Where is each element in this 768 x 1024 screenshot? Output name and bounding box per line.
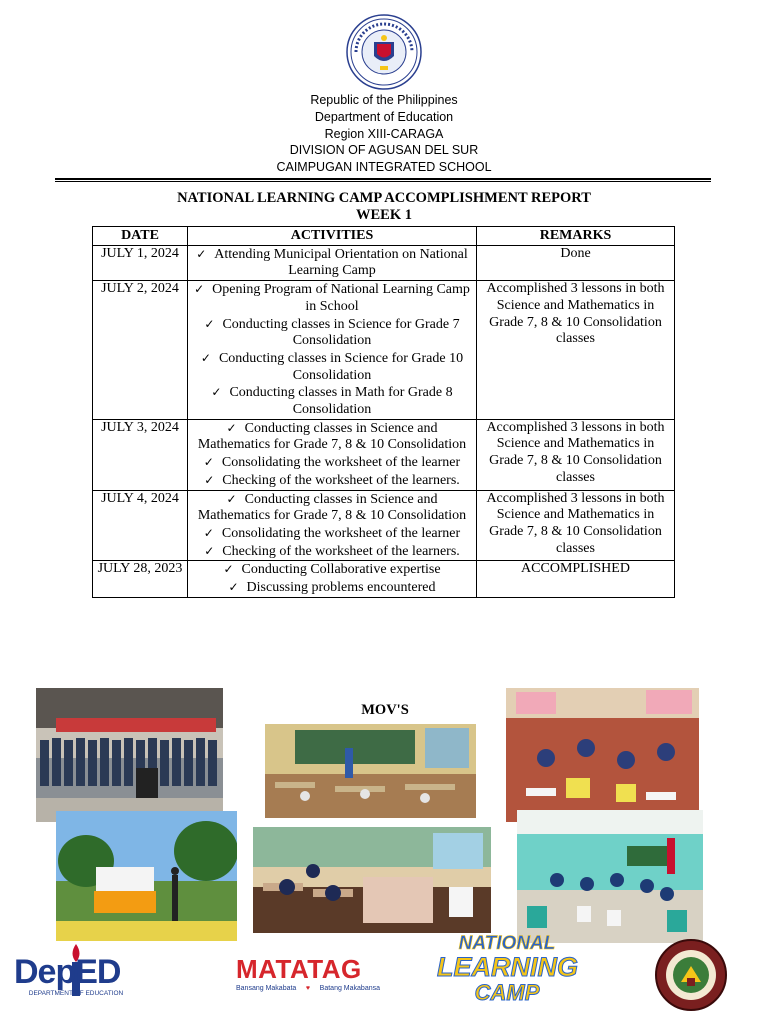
- national-learning-camp-logo: [437, 934, 577, 1010]
- table-header-row: [93, 227, 675, 246]
- letterhead: [234, 92, 534, 176]
- table-row: [93, 490, 675, 561]
- activity-text: Consolidating the worksheet of the learner: [221, 455, 461, 471]
- cell-remarks: Accomplished 3 lessons in both Science and Mathematics in Grade 7, 8 & 10 Consolidation classes: [477, 419, 675, 490]
- cell-remarks: Accomplished 3 lessons in both Science and Mathematics in Grade 7, 8 & 10 Consolidation classes: [477, 281, 675, 420]
- nlc-word-camp: CAMP: [474, 980, 540, 1005]
- deped-wordmark: DepED: [14, 953, 121, 991]
- activity-item: [190, 472, 474, 490]
- activity-list: [190, 561, 474, 596]
- activity-text: Conducting Collaborative expertise: [241, 562, 441, 578]
- table-row: [93, 245, 675, 280]
- activity-text: Conducting classes in Science and Mathematics for Grade 7, 8 & 10 Consolidation: [197, 420, 467, 453]
- matatag-tagline-right: Batang Makabansa: [319, 985, 380, 992]
- cell-activities: [188, 245, 477, 280]
- photo-outdoor-banner: [56, 811, 237, 941]
- cell-remarks: ACCOMPLISHED: [477, 561, 675, 597]
- letterhead-line-republic: Republic of the Philippines: [310, 93, 458, 107]
- activity-text: Conducting classes in Science and Mathematics for Grade 7, 8 & 10 Consolidation: [197, 491, 467, 524]
- checkmark-icon: ✓: [223, 562, 234, 577]
- photo-classroom-lecture: [265, 724, 476, 818]
- activity-item: [190, 561, 474, 579]
- cell-date: JULY 3, 2024: [93, 419, 188, 490]
- header-divider-thin: [55, 181, 711, 182]
- table-row: [93, 419, 675, 490]
- movs-heading: MOV'S: [361, 702, 409, 718]
- activity-item: [190, 350, 474, 384]
- activity-item: [190, 525, 474, 543]
- letterhead-line-region: Region XIII-CARAGA: [324, 126, 444, 141]
- activity-list: [190, 281, 474, 419]
- activity-item: [190, 491, 474, 525]
- activity-item: [190, 281, 474, 315]
- letterhead-line-department: Department of Education: [314, 109, 454, 124]
- checkmark-icon: ✓: [194, 282, 205, 297]
- activity-item: [190, 246, 474, 280]
- photo-classroom-chairs: [517, 810, 703, 943]
- report-title-block: [92, 190, 676, 224]
- photo-group-picture: [36, 688, 223, 822]
- table-body: [93, 245, 675, 597]
- letterhead-line-school: CAIMPUGAN INTEGRATED SCHOOL: [276, 160, 492, 175]
- cell-date: JULY 2, 2024: [93, 281, 188, 420]
- accomplishment-table: [92, 226, 675, 598]
- activity-list: [190, 491, 474, 561]
- heart-hands-icon: ♥: [305, 985, 311, 992]
- activity-text: Consolidating the worksheet of the learner: [221, 525, 461, 541]
- checkmark-icon: ✓: [211, 385, 222, 400]
- cell-activities: [188, 490, 477, 561]
- cell-date: JULY 28, 2023: [93, 561, 188, 597]
- deped-subtitle: DEPARTMENT OF EDUCATION: [28, 990, 124, 997]
- activity-text: Discussing problems encountered: [246, 580, 436, 596]
- cell-remarks: Accomplished 3 lessons in both Science and Mathematics in Grade 7, 8 & 10 Consolidation classes: [477, 490, 675, 561]
- column-header-remarks: REMARKS: [477, 227, 675, 246]
- activity-item: [190, 543, 474, 561]
- matatag-logo: [236, 955, 380, 995]
- checkmark-icon: ✓: [200, 350, 211, 365]
- column-header-date: DATE: [93, 227, 188, 246]
- column-header-activities: ACTIVITIES: [188, 227, 477, 246]
- nlc-word-learning: LEARNING: [437, 952, 578, 982]
- nlc-word-national: NATIONAL: [458, 933, 556, 954]
- deped-seal-icon: [346, 14, 422, 90]
- photo-classroom-desks: [253, 827, 491, 933]
- table-row: [93, 281, 675, 420]
- activity-text: Checking of the worksheet of the learners.: [222, 472, 460, 488]
- checkmark-icon: ✓: [226, 491, 237, 506]
- cell-remarks: Done: [477, 245, 675, 280]
- checkmark-icon: ✓: [204, 543, 215, 558]
- checkmark-icon: ✓: [228, 580, 239, 595]
- matatag-wordmark: MATATAG: [236, 954, 362, 984]
- activity-list: [190, 246, 474, 280]
- activity-item: [190, 316, 474, 350]
- activity-item: [190, 454, 474, 472]
- activity-text: Checking of the worksheet of the learners.: [222, 543, 460, 559]
- checkmark-icon: ✓: [204, 472, 215, 487]
- activity-text: Conducting classes in Math for Grade 8 Consolidation: [229, 385, 453, 418]
- school-seal-icon: [654, 938, 728, 1012]
- cell-date: JULY 4, 2024: [93, 490, 188, 561]
- report-title: NATIONAL LEARNING CAMP ACCOMPLISHMENT REPORT: [177, 190, 591, 206]
- photo-students-floor: [506, 688, 699, 822]
- checkmark-icon: ✓: [203, 455, 214, 470]
- letterhead-line-division: DIVISION OF AGUSAN DEL SUR: [289, 143, 479, 158]
- header-divider-thick: [55, 178, 711, 180]
- activity-item: [190, 384, 474, 418]
- activity-item: [190, 579, 474, 597]
- activity-text: Attending Municipal Orientation on National Learning Camp: [214, 246, 468, 279]
- checkmark-icon: ✓: [196, 246, 207, 261]
- matatag-tagline-left: Bansang Makabata: [236, 985, 297, 992]
- activity-text: Conducting classes in Science for Grade 7 Consolidation: [222, 316, 460, 349]
- table-row: [93, 561, 675, 597]
- activity-text: Conducting classes in Science for Grade 10 Consolidation: [218, 350, 464, 383]
- cell-activities: [188, 561, 477, 597]
- activity-list: [190, 420, 474, 490]
- deped-logo: [14, 942, 138, 1002]
- activity-text: Opening Program of National Learning Camp in School: [212, 282, 470, 314]
- cell-date: JULY 1, 2024: [93, 245, 188, 280]
- report-week: WEEK 1: [356, 207, 412, 223]
- activity-item: [190, 420, 474, 454]
- checkmark-icon: ✓: [203, 525, 214, 540]
- cell-activities: [188, 281, 477, 420]
- checkmark-icon: ✓: [204, 316, 215, 331]
- cell-activities: [188, 419, 477, 490]
- checkmark-icon: ✓: [226, 420, 237, 435]
